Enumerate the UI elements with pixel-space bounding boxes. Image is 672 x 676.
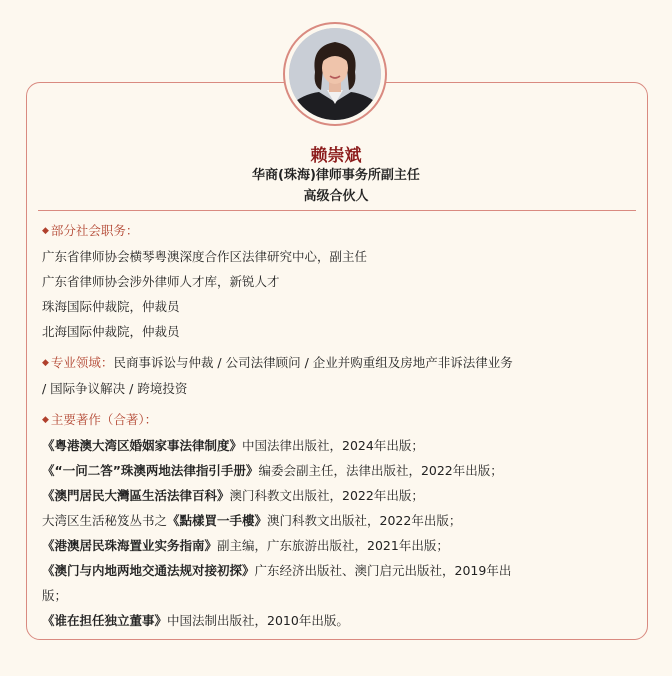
work-item: 大湾区生活秘笈丛书之《點樣買一手樓》澳门科教文出版社，2022年出版；: [42, 513, 462, 528]
job-title: 华商(珠海)律师事务所副主任: [252, 168, 420, 183]
job-rank: 高级合伙人: [303, 189, 369, 204]
person-photo-icon: [289, 28, 381, 120]
positions-heading: ◆ 部分社会职务：: [42, 223, 139, 238]
expertise-heading: 专业领域：: [50, 355, 114, 370]
works-heading: ◆ 主要著作（合著）：: [42, 412, 158, 427]
work-item: 《粤港澳大湾区婚姻家事法律制度》中国法律出版社，2024年出版；: [42, 438, 424, 453]
section-divider: [38, 210, 636, 211]
diamond-bullet-icon: ◆: [42, 226, 49, 236]
work-item: 《谁在担任独立董事》中国法制出版社，2010年出版。: [42, 613, 349, 628]
profile-content: [42, 218, 638, 633]
work-item: 《澳门与内地两地交通法规对接初探》广东经济出版社、澳门启元出版社，2019年出: [42, 563, 512, 578]
work-item-cont: 版；: [42, 588, 68, 603]
position-item: 北海国际仲裁院，仲裁员: [42, 324, 180, 339]
position-item: 珠海国际仲裁院，仲裁员: [42, 299, 180, 314]
work-item: 《港澳居民珠海置业实务指南》副主编，广东旅游出版社，2021年出版；: [42, 538, 449, 553]
work-item: 《澳門居民大灣區生活法律百科》澳门科教文出版社，2022年出版；: [42, 488, 424, 503]
position-item: 广东省律师协会涉外律师人才库，新锐人才: [42, 274, 280, 289]
diamond-bullet-icon: ◆: [42, 415, 49, 425]
expertise-text-cont: / 国际争议解决 / 跨境投资: [42, 381, 188, 396]
work-item: 《“一问二答”珠澳两地法律指引手册》编委会副主任，法律出版社，2022年出版；: [42, 463, 503, 478]
lawyer-name: 赖崇斌: [310, 146, 362, 166]
avatar: [289, 28, 381, 120]
expertise-text: 民商事诉讼与仲裁 / 公司法律顾问 / 企业并购重组及房地产非诉法律业务: [113, 355, 513, 370]
diamond-bullet-icon: ◆: [42, 358, 49, 368]
position-item: 广东省律师协会横琴粤澳深度合作区法律研究中心，副主任: [42, 249, 368, 264]
expertise-line: [42, 350, 638, 376]
avatar-frame: [283, 22, 387, 126]
